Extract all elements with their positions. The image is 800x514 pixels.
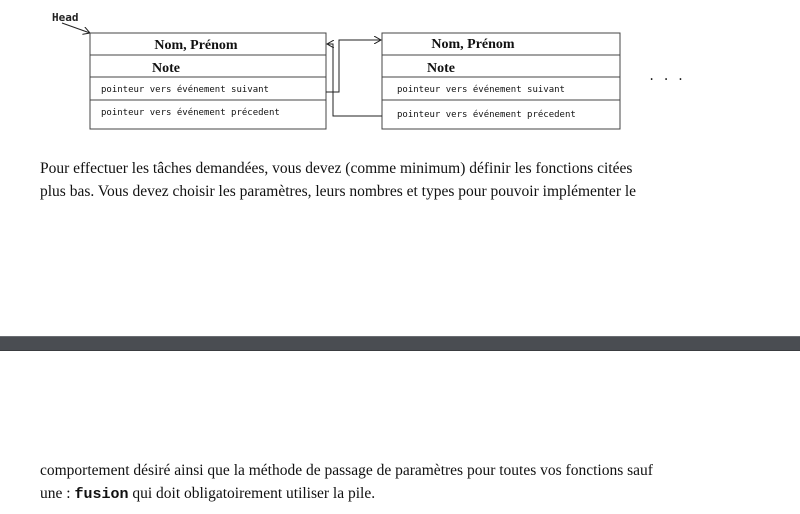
paragraph-2 (40, 459, 780, 506)
paragraph-1 (40, 157, 780, 203)
node-2-next-field: pointeur vers événement suivant (397, 85, 565, 95)
node-2-prev-field: pointeur vers événement précedent (397, 110, 576, 120)
node-1-prev-field: pointeur vers événement précedent (101, 108, 280, 118)
page-bottom (0, 351, 800, 514)
prev-pointer-arrow (327, 44, 382, 116)
paragraph-1-line-1: Pour effectuer les tâches demandées, vous devez (comme minimum) définir les fonctions citées (40, 160, 633, 177)
fusion-function-name: fusion (74, 486, 129, 503)
paragraph-2-text-after: qui doit obligatoirement utiliser la pile. (128, 485, 376, 502)
ellipsis: . . . (648, 69, 685, 83)
linked-list-diagram (0, 0, 800, 140)
paragraph-2-line-1: comportement désiré ainsi que la méthode de passage de paramètres pour toutes vos fonctions sauf (40, 462, 653, 479)
head-arrow (62, 23, 90, 33)
list-node-2 (382, 33, 620, 129)
node-2-note-field: Note (427, 61, 455, 76)
paragraph-2-line-2 (40, 482, 780, 506)
node-1-note-field: Note (152, 61, 180, 76)
next-pointer-arrow (326, 40, 381, 92)
node-1-next-field: pointeur vers événement suivant (101, 85, 269, 95)
list-node-1 (90, 33, 326, 129)
node-2-name-field: Nom, Prénom (431, 37, 515, 52)
paragraph-2-text-before: une : (40, 485, 75, 502)
head-label: Head (52, 11, 79, 24)
paragraph-1-line-2: plus bas. Vous devez choisir les paramètres, leurs nombres et types pour pouvoir implémenter le (40, 183, 637, 200)
node-1-name-field: Nom, Prénom (154, 38, 238, 53)
page-separator (0, 336, 800, 351)
